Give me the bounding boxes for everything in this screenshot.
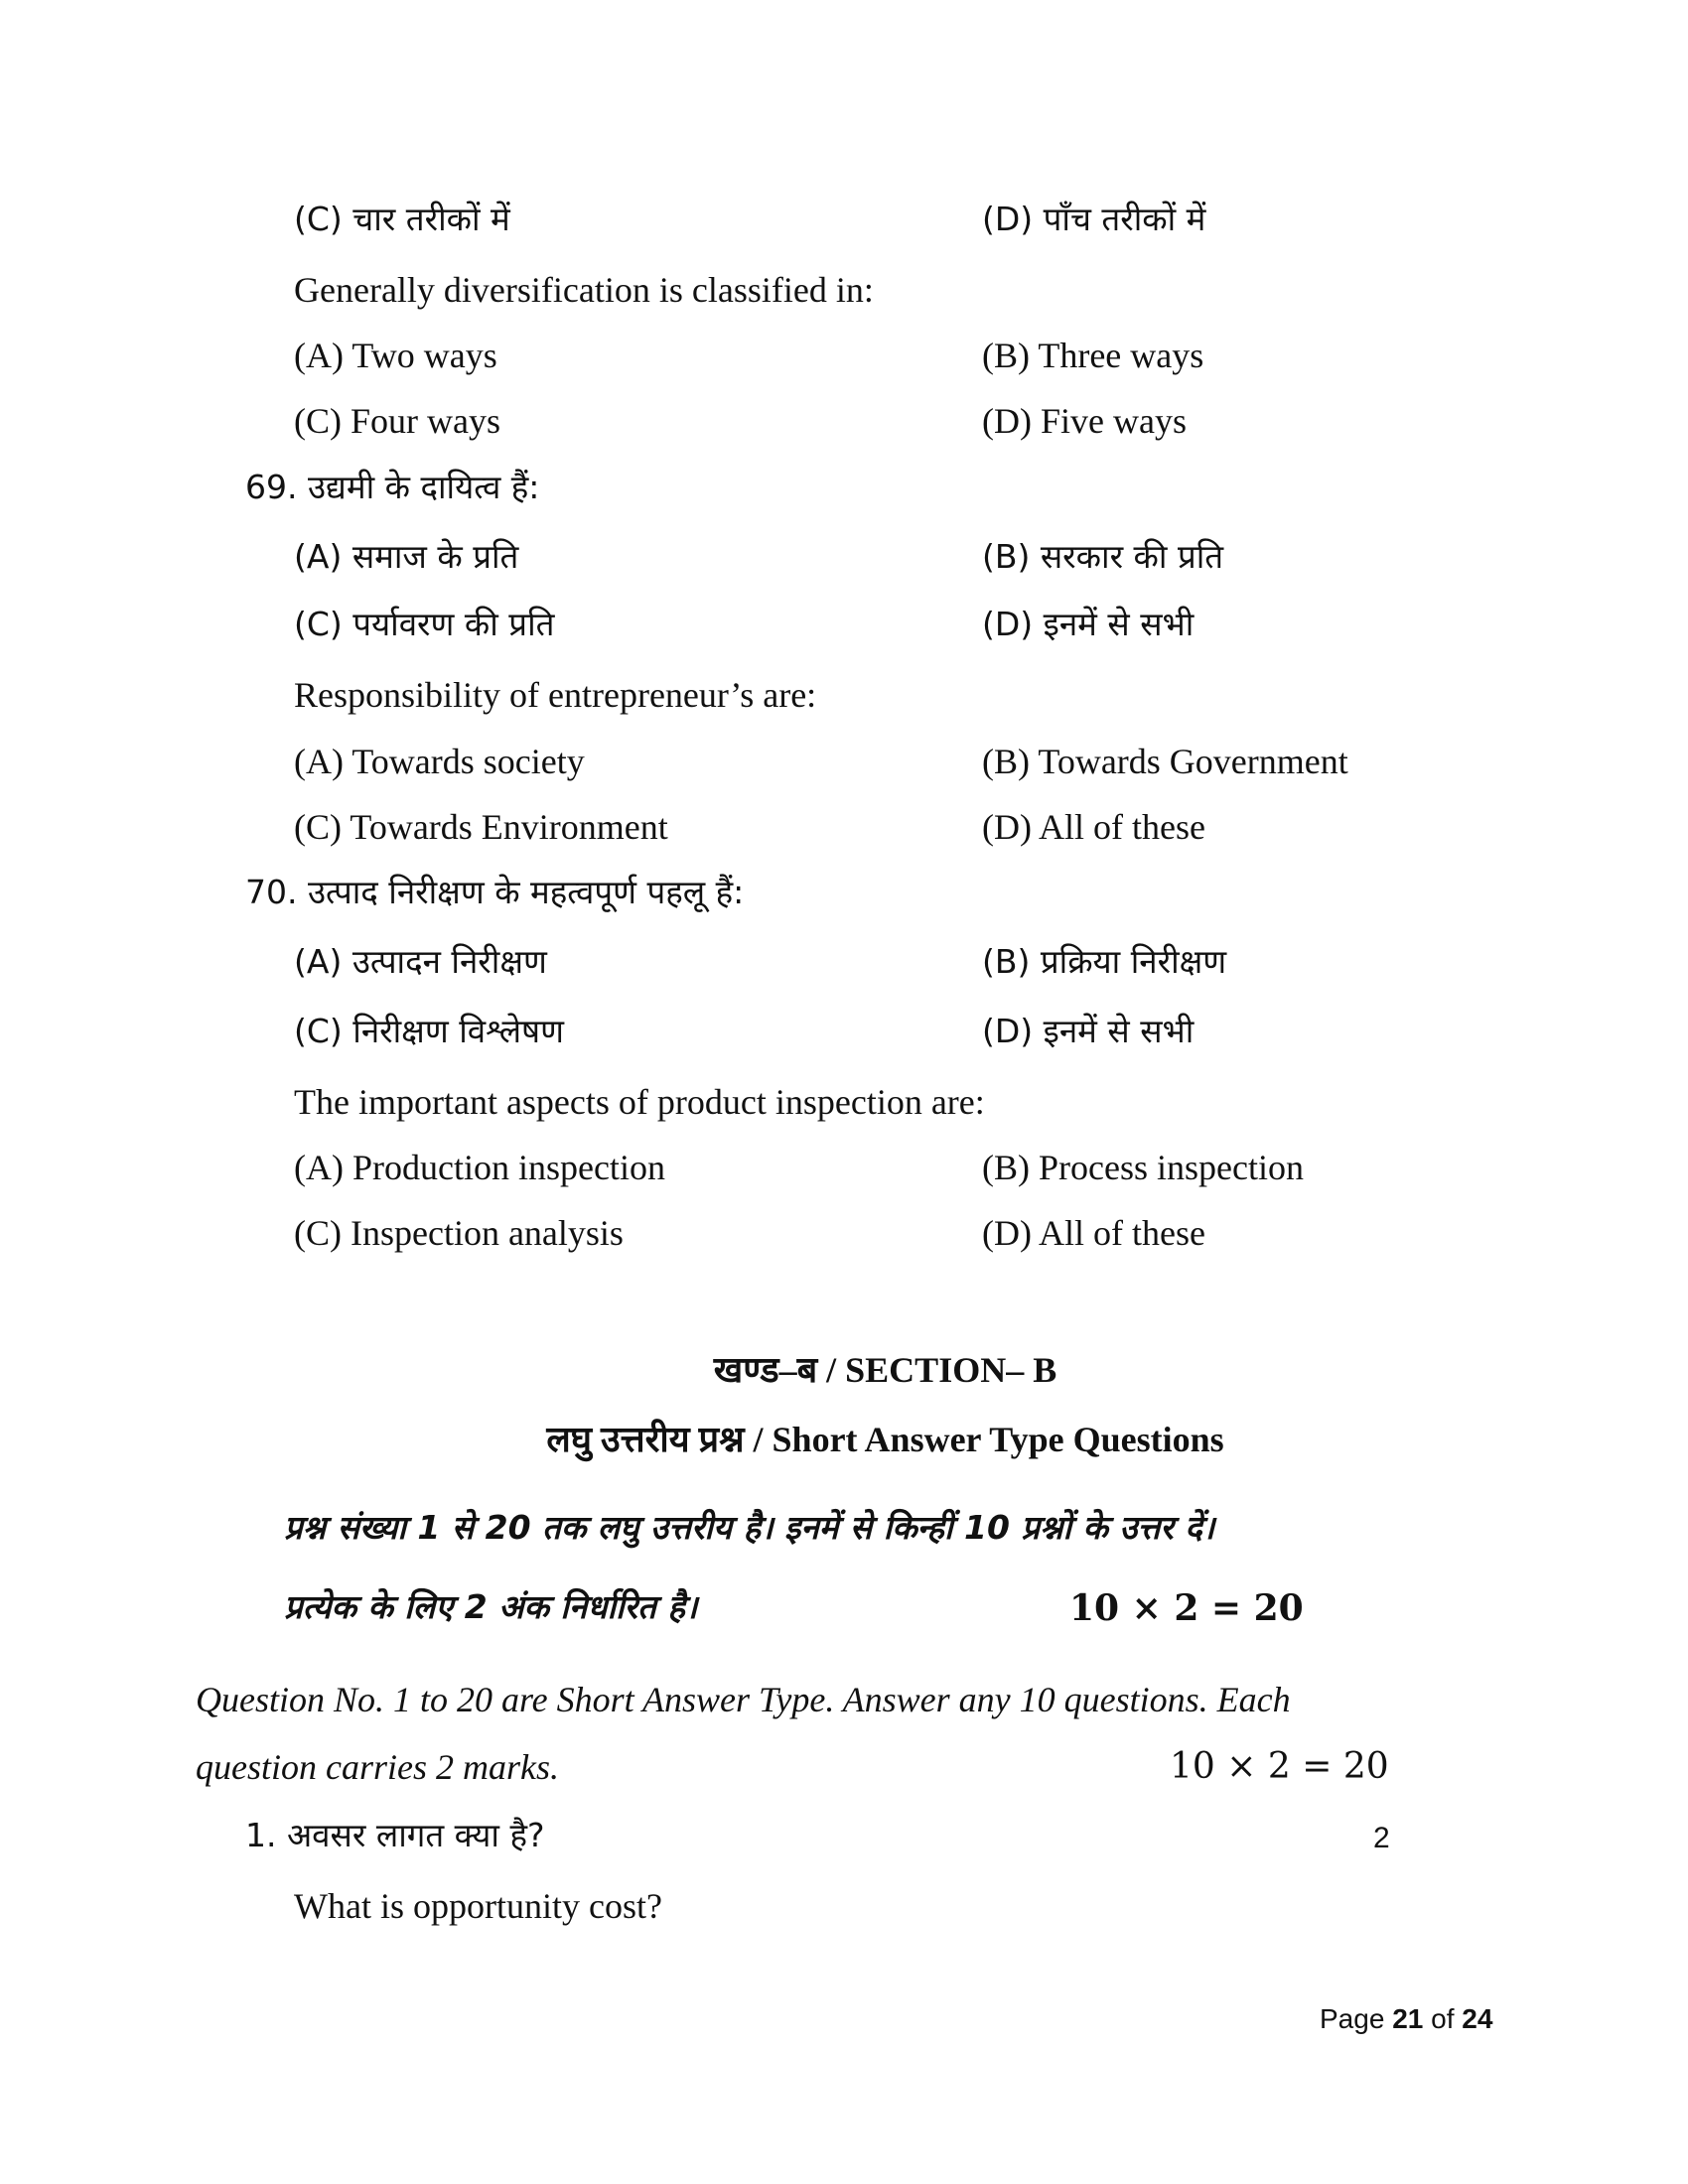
q68-english-option-d: (D) Five ways <box>982 401 1187 441</box>
q68-hindi-option-c: (C) चार तरीकों में <box>294 200 510 238</box>
section-b-english-marks-formula: 10 × 2 = 20 <box>1170 1746 1389 1787</box>
q69-hindi-question: 69. उद्यमी के दायित्व हैं: <box>245 468 540 506</box>
section-b-hindi-marks-formula: 10 × 2 = 20 <box>1069 1587 1304 1629</box>
section-b-heading: खण्ड–ब / SECTION– B <box>713 1350 1057 1390</box>
q69-english-question: Responsibility of entrepreneur’s are: <box>294 675 817 715</box>
q69-hindi-option-b: (B) सरकार की प्रति <box>982 537 1224 576</box>
q70-hindi-option-a: (A) उत्पादन निरीक्षण <box>294 942 547 981</box>
q68-english-question: Generally diversification is classified in: <box>294 270 874 310</box>
q70-hindi-option-d: (D) इनमें से सभी <box>982 1012 1195 1050</box>
q69-english-option-b: (B) Towards Government <box>982 742 1348 781</box>
q70-hindi-question: 70. उत्पाद निरीक्षण के महत्वपूर्ण पहलू हैं: <box>245 873 745 911</box>
q69-english-option-c: (C) Towards Environment <box>294 807 668 847</box>
page-label: Page <box>1320 2003 1385 2034</box>
q70-hindi-option-b: (B) प्रक्रिया निरीक्षण <box>982 942 1227 981</box>
section-b-hindi-instruction-line2: प्रत्येक के लिए 2 अंक निर्धारित है। <box>284 1587 698 1626</box>
page-footer <box>1320 2005 1492 2033</box>
q68-english-option-b: (B) Three ways <box>982 336 1204 375</box>
total-pages: 24 <box>1462 2003 1493 2034</box>
section-b-english-instruction-line2: question carries 2 marks. <box>196 1747 559 1787</box>
q70-english-option-a: (A) Production inspection <box>294 1148 665 1187</box>
q69-english-option-d: (D) All of these <box>982 807 1205 847</box>
sq1-marks: 2 <box>1373 1822 1390 1854</box>
q69-english-option-a: (A) Towards society <box>294 742 585 781</box>
q70-english-option-c: (C) Inspection analysis <box>294 1213 624 1253</box>
section-b-english-instruction-line1: Question No. 1 to 20 are Short Answer Type. Answer any 10 questions. Each <box>196 1680 1291 1719</box>
sq1-hindi-question: 1. अवसर लागत क्या है? <box>245 1816 545 1854</box>
q69-hindi-option-a: (A) समाज के प्रति <box>294 537 519 576</box>
of-label: of <box>1431 2003 1455 2034</box>
q69-hindi-option-d: (D) इनमें से सभी <box>982 605 1195 643</box>
q70-english-option-d: (D) All of these <box>982 1213 1205 1253</box>
section-b-subheading: लघु उत्तरीय प्रश्न / Short Answer Type Questions <box>546 1420 1224 1459</box>
section-b-hindi-instruction-line1: प्रश्न संख्या 1 से 20 तक लघु उत्तरीय है। इनमें से किन्हीं 10 प्रश्नों के उत्तर दें। <box>284 1508 1215 1547</box>
q68-english-option-c: (C) Four ways <box>294 401 500 441</box>
q70-hindi-option-c: (C) निरीक्षण विश्लेषण <box>294 1012 564 1050</box>
q69-hindi-option-c: (C) पर्यावरण की प्रति <box>294 605 555 643</box>
q70-english-option-b: (B) Process inspection <box>982 1148 1304 1187</box>
q68-hindi-option-d: (D) पाँच तरीकों में <box>982 200 1206 238</box>
sq1-english-question: What is opportunity cost? <box>294 1886 662 1926</box>
q70-english-question: The important aspects of product inspection are: <box>294 1082 985 1122</box>
q68-english-option-a: (A) Two ways <box>294 336 497 375</box>
page-number: 21 <box>1392 2003 1424 2034</box>
